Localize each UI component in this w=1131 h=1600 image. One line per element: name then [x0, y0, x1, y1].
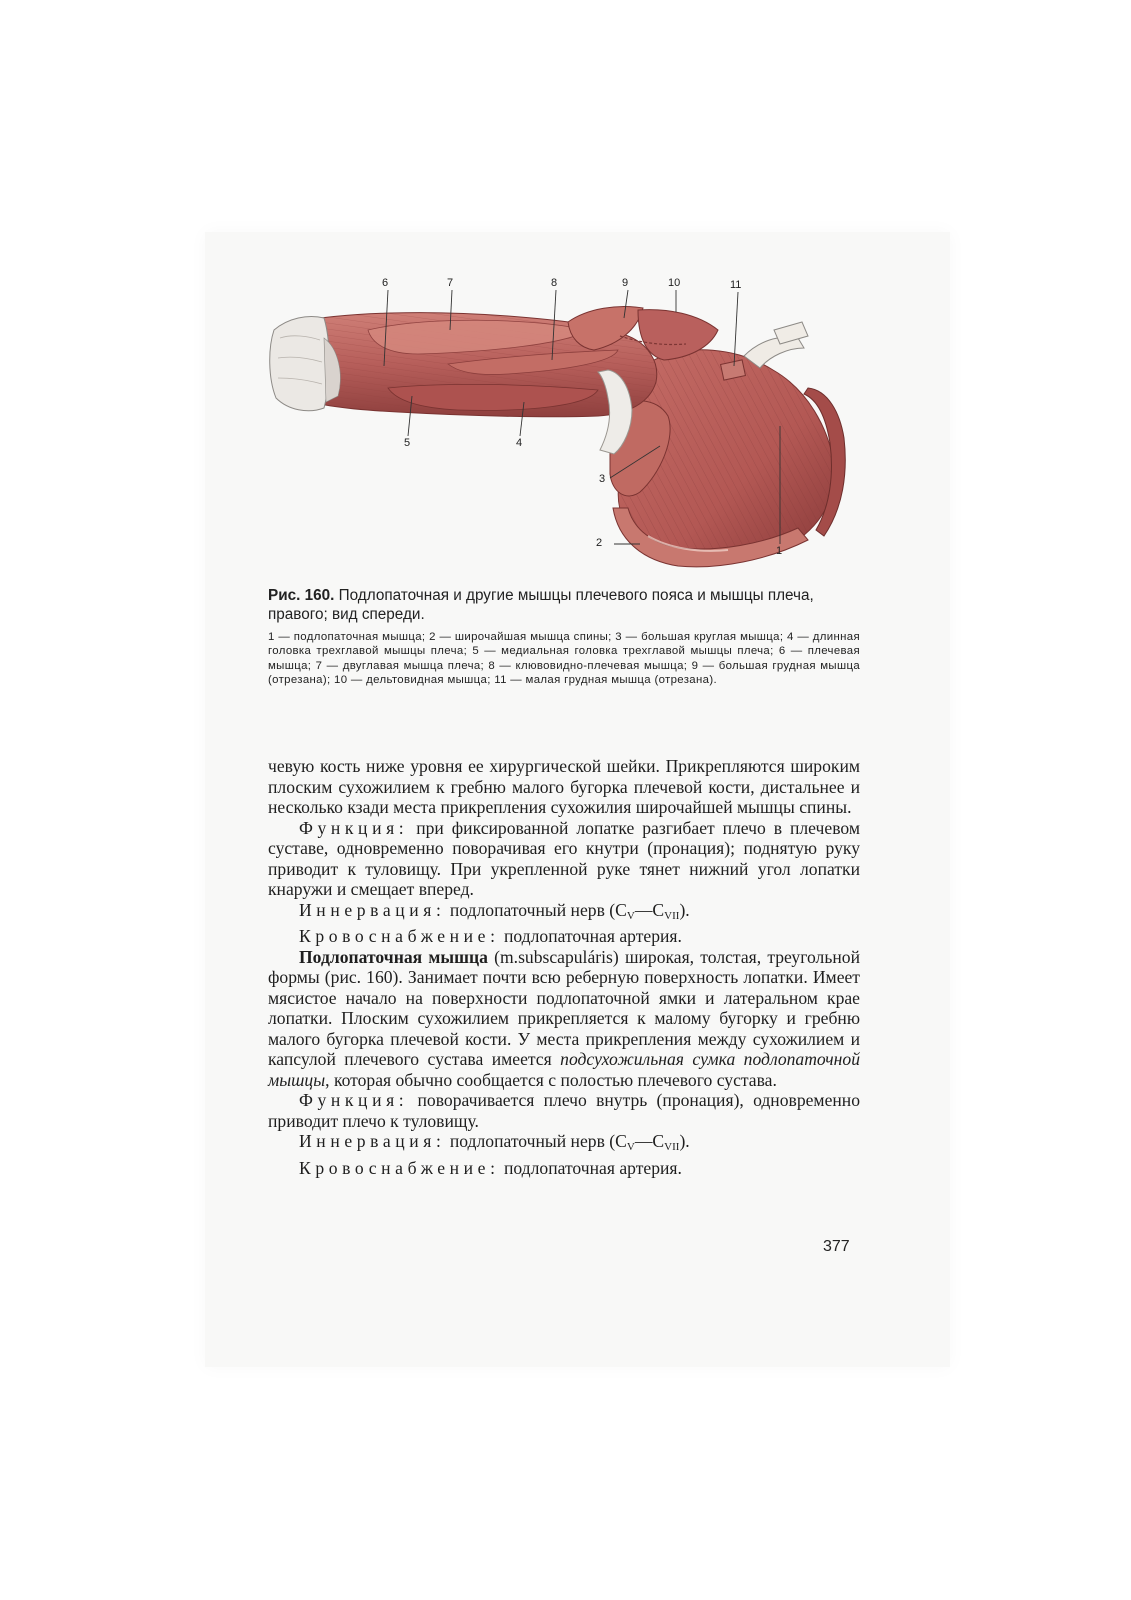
term-bursa: подсухожильная сумка подлопаточной мышцы [268, 1049, 860, 1090]
figure-callout: 10 [668, 277, 681, 289]
figure-callout: 3 [599, 473, 606, 485]
anatomical-figure [268, 278, 868, 578]
innervation-label: Иннервация: [299, 1131, 446, 1151]
clavicle-stump [774, 322, 808, 344]
paragraph-text: подлопаточная артерия. [499, 1157, 682, 1178]
paragraph [268, 947, 860, 1091]
innervation-label: Иннервация: [299, 899, 446, 920]
subscript: V [626, 1141, 635, 1153]
paragraph-text: ). [679, 1131, 690, 1151]
caption-title [268, 586, 860, 624]
caption-legend: 1 — подлопаточная мышца; 2 — широчайшая мышца спины; 3 — большая круглая мышца; 4 — длинная головка трехглавой мышцы плеча; 5 — медиальная головка трехглавой мышцы плеча; 6 — плечевая мышца; 7 — двуглавая мышца плеча; 8 — клювовидно-плечевая мышца; 9 — большая грудная мышца (отрезана); 10 — дельтовидная мышца; 11 — малая грудная мышца (отрезана). [268, 631, 860, 687]
subscript: VII [664, 909, 680, 922]
figure-callout: 5 [404, 437, 411, 449]
figure-callout: 2 [596, 537, 603, 549]
paragraph-text: ). [679, 899, 690, 920]
paragraph [268, 818, 860, 900]
function-label: Функция: [299, 1090, 409, 1110]
figure-callout: 7 [447, 277, 454, 289]
function-label: Функция: [299, 817, 409, 838]
blood-supply-label: Кровоснабжение: [299, 1157, 500, 1178]
elbow-tendon [270, 317, 330, 411]
figure-callout: 8 [551, 277, 558, 289]
figure-caption [268, 586, 860, 688]
paragraph: чевую кость ниже уровня ее хирургической шейки. Прикрепляются широким плоским сухожилием к гребню малого бугорка плечевой кости, дистальнее и несколько кзади места прикрепления сухожилия широчайшей мышцы спины. [268, 756, 860, 817]
paragraph [268, 1131, 860, 1158]
body-text [268, 756, 860, 1178]
paragraph-text: (m.subscapuláris) широкая, толстая, треугольной формы (рис. 160). Занимает почти всю реберную поверхность лопатки. Имеет мясистое начало на поверхности подлопаточной ямки и латеральном крае лопатки. Плоским сухожилием прикрепляется к малому бугорку и гребню малого бугорка плечевой кости. У места прикрепления между сухожилием и капсулой плечевого сустава имеется [268, 946, 860, 1069]
figure-callout: 1 [776, 545, 783, 557]
term-subscapularis: Подлопаточная мышца [299, 946, 488, 967]
paragraph-text: , которая обычно сообщается с полостью плечевого сустава. [325, 1069, 777, 1090]
paragraph [268, 926, 860, 947]
figure-callout: 6 [382, 277, 389, 289]
figure-callout: 4 [516, 437, 523, 449]
paragraph-text: поворачивается плечо внутрь (пронация), одновременно приводит плечо к туловищу. [268, 1090, 860, 1131]
caption-title-text: Подлопаточная и другие мышцы плечевого пояса и мышцы плеча, правого; вид спереди. [268, 587, 814, 623]
figure-label: Рис. 160. [268, 587, 335, 604]
paragraph-text: при фиксированной лопатке разгибает плечо в плечевом суставе, одновременно поворачивая его кнутри (пронация); поднятую руку приводит к туловищу. При укрепленной руке тянет нижний угол лопатки кнаружи и смещает вперед. [268, 817, 860, 899]
figure-callout: 11 [730, 279, 742, 291]
paragraph-text: подлопаточный нерв (C [445, 899, 627, 920]
paragraph-text: —C [634, 899, 665, 920]
subscript: VII [664, 1141, 680, 1153]
muscle-illustration [268, 278, 868, 578]
blood-supply-label: Кровоснабжение: [299, 926, 500, 946]
paragraph-text: подлопаточный нерв (C [445, 1131, 627, 1151]
coracoid-process [744, 337, 804, 368]
paragraph [268, 1090, 860, 1131]
figure-callout: 9 [622, 277, 629, 289]
paragraph-text: подлопаточная артерия. [499, 926, 682, 946]
paragraph [268, 1158, 860, 1179]
subscript: V [626, 909, 635, 922]
paragraph [268, 900, 860, 927]
paragraph-text: —C [634, 1131, 665, 1151]
page-number: 377 [823, 1238, 850, 1255]
